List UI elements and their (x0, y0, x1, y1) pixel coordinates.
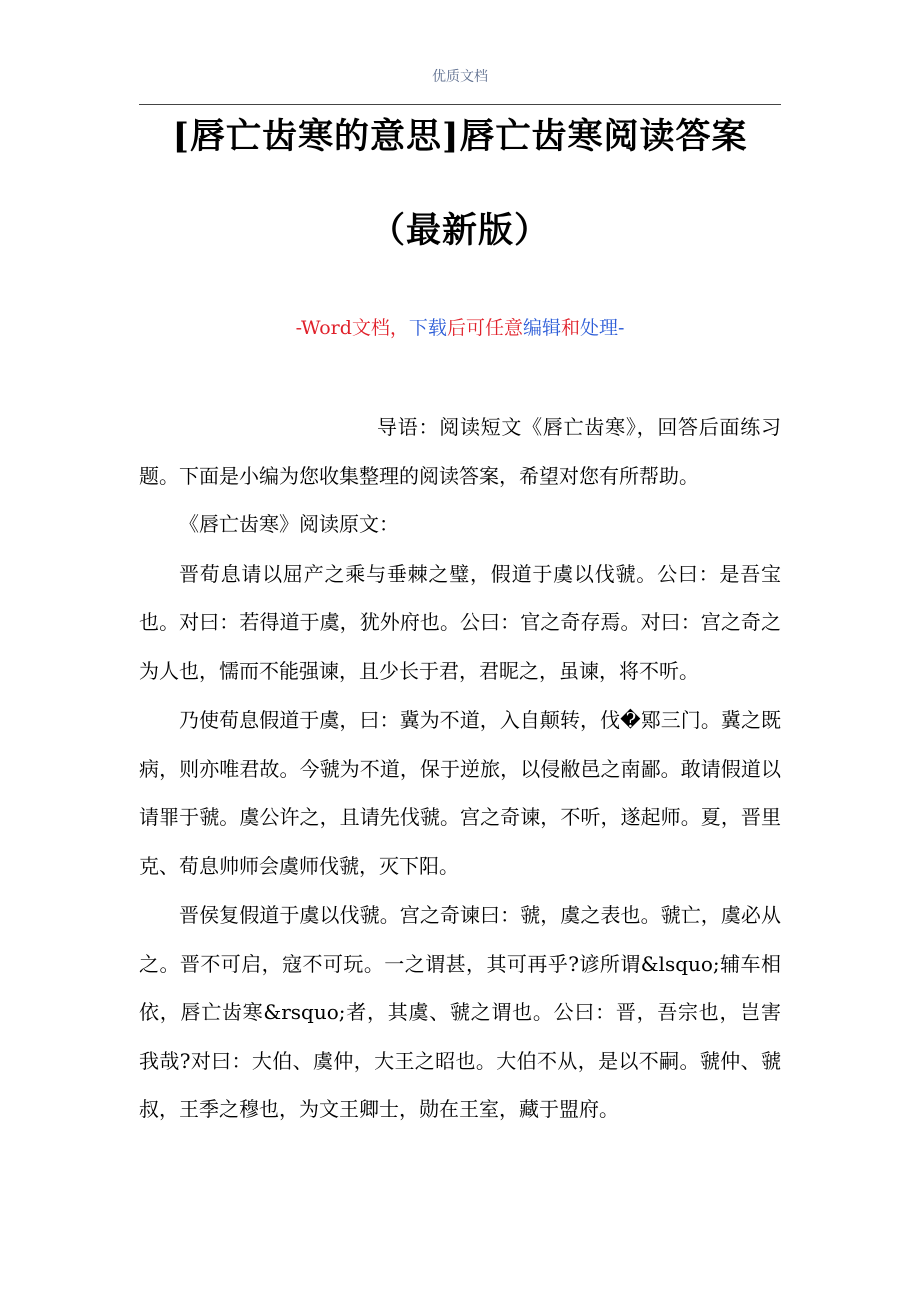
document-subtitle (0, 314, 920, 342)
body-paragraph-intro: 导语：阅读短文《唇亡齿寒》，回答后面练习题。下面是小编为您收集整理的阅读答案，希望对您有所帮助。 (139, 415, 781, 488)
subtitle-part-and: 和 (560, 317, 580, 339)
body-paragraph: 晋荀息请以屈产之乘与垂棘之璧，假道于虞以伐虢。公曰：是吾宝也。对曰：若得道于虞，犹外府也。公曰：官之奇存焉。对曰：宫之奇之为人也，懦而不能强谏，且少长于君，君昵之，虽谏，将不听。 (139, 561, 781, 683)
subtitle-part-process: 处理- (579, 317, 625, 339)
subtitle-part-word: -Word (295, 317, 352, 339)
subtitle-part-document: 文档， (351, 317, 409, 339)
body-paragraph: 晋侯复假道于虞以伐虢。宫之奇谏曰：虢，虞之表也。虢亡，虞必从之。晋不可启，寇不可玩。一之谓甚，其可再乎?谚所谓&lsquo;辅车相依，唇亡齿寒&rsquo;者，其虞、虢之谓也。公曰：晋，吾宗也，岂害我哉?对曰：大伯、虞仲，大王之昭也。大伯不从，是以不嗣。虢仲、虢叔，王季之穆也，为文王卿士，勋在王室，藏于盟府。 (139, 903, 781, 1121)
body-paragraph: 乃使荀息假道于虞，曰：冀为不道，入自颠转，伐�鄍三门。冀之既病，则亦唯君故。今虢为不道，保于逆旅，以侵敝邑之南鄙。敢请假道以请罪于虢。虞公许之，且请先伐虢。宫之奇谏，不听，遂起师。夏，晋里克、荀息帅师会虞师伐虢，灭下阳。 (139, 708, 781, 878)
subtitle-part-edit: 编辑 (522, 317, 561, 339)
document-header: 优质文档 (432, 69, 488, 85)
body-paragraph-heading: 《唇亡齿寒》阅读原文： (179, 512, 399, 536)
header-divider (139, 104, 781, 105)
document-body (139, 403, 781, 1134)
document-title: [唇亡齿寒的意思]唇亡齿寒阅读答案 (172, 116, 748, 157)
subtitle-part-freely: 后可任意 (446, 317, 523, 339)
subtitle-part-download: 下载 (408, 317, 447, 339)
document-title-edition: （最新版） (369, 210, 550, 251)
